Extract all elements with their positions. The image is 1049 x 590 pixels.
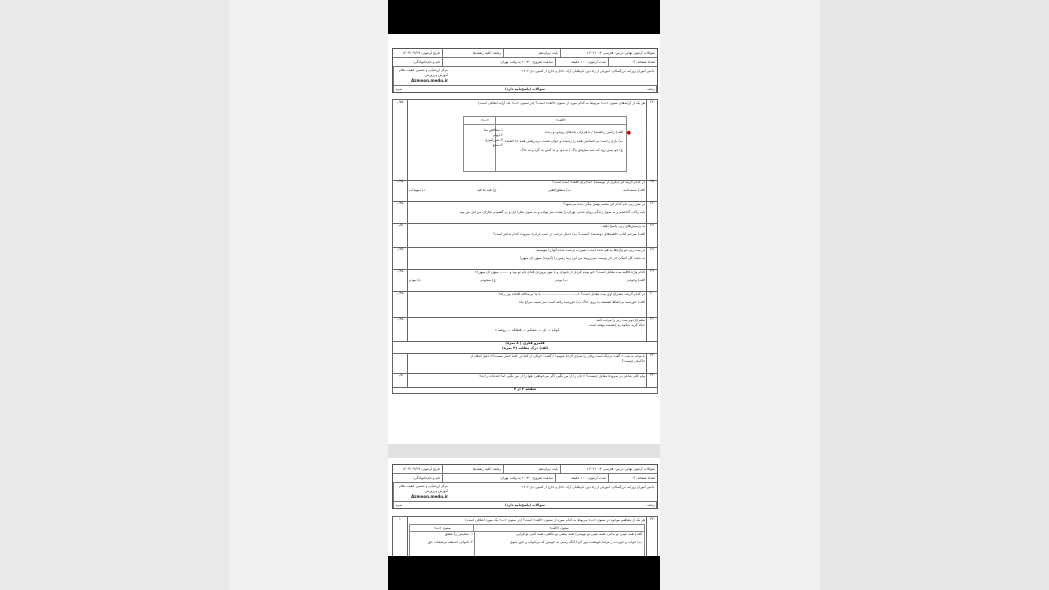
candidates-note: دانش آموزان روزانه، بزرگسالان، آموزش از راه دور، داوطلبان آزاد، داخل و خارج از کشور- دی ۱۴۰۳ [521,69,654,73]
matching-table [409,524,645,558]
option: الف) وجودم [627,278,645,282]
exam-field: رشته: کلیه رشته‌ها [442,465,503,473]
question-score: ۰/۵ [393,373,408,387]
question-text: حاکمان چیست؟ [621,359,645,363]
question-27 [392,223,658,248]
start-time: ساعت شروع: ۱۰:۳۰ به وقت تهران [442,474,555,482]
col-section-header: سوالات (پاسخ‌نامه دارد) [505,503,545,507]
exam-duration: مدت آزمون: ۱۰۰ دقیقه [555,58,608,66]
left-backdrop [0,0,229,590]
question-text: «یک گریه شکوه به چشمت نهفته است [588,323,645,327]
question-text: در بیت زیر، دو واژه‌ها به هم شده است؛ صورت درست شده آنها را بنویسید. [535,248,645,252]
start-time: ساعت شروع: ۱۰:۳۰ به وقت تهران [442,58,555,66]
question-text: با توجه به بیت « گفت نزدیک است والی را سرای آن‌جا شویم» / گفت: «والی از کجا در خانهٔ خمار نیست؟» دلیل انتقاد از [470,354,645,358]
column-a-header: «الف» [495,117,626,125]
exam-title: سوالات آزمون نهایی درس: فارسی ۳-۱۲۰۲۱۰ [560,49,657,57]
question-number: ۳۲ [646,353,657,373]
section-subtitle: الف) درک مطلب (۴ نمره) [502,346,548,350]
question-score: ۰/۲۵ [393,291,408,317]
col-section-header: سوالات (پاسخ‌نامه دارد) [505,87,545,91]
question-text: به پرسش‌های زیر، پاسخ دهید. [601,224,645,228]
question-number: ۳۱ [646,317,657,341]
column-b-header: ستون «ب» [410,525,475,532]
question-text: مصراع دوم بیت زیر را مرتب کنید. [595,318,645,322]
exam-page-3 [388,34,660,444]
question-text: کدام واژه قافیه بیت مقابل است؟ «تو بودم کردی از نابودی و با مهر پروردی فدای نام تو بود و ........ میهن ای میهن!» [474,270,645,274]
option: الف) سمندنامه [623,188,645,192]
column-b-body [464,124,506,171]
image-viewer[interactable] [388,0,660,590]
question-text: در کدام گزینه اثر دیگری از نویسنده «ماجرای قلعه» آمده است؟ [552,180,645,184]
option: ج) فیه ما فیه [477,188,497,192]
question-text: در متن زیر، نام کدام اثر محمد بهمن بیگی دیده می‌شود؟ [563,202,645,206]
column-a-header: ستون «الف» [473,525,644,532]
list-item: ۲- ناتوانی اندیشه بی‌صفات حق [427,540,473,544]
exam-date: تاریخ آزمون: ۱۴۰۳/۰۹/۲۷ [402,51,440,55]
page-count: تعداد صفحه: ۴ [608,474,657,482]
question-26 [392,201,658,224]
option: د) نبودم [409,278,421,282]
section-title: قلمرو فکری ( ۸ نمره) [505,341,545,345]
question-number: ۲۷ [646,223,657,247]
list-item: ۲-ایهام [493,133,503,137]
list-item: ۱-متناقض نما [483,128,503,132]
list-item: ۴-سجع [492,143,503,147]
question-text: الف) خورشید بی‌حفاظ نشسته به روی خاک ب) خورشید رفته است سر شیبه سراغ ماه [519,300,645,304]
column-b-body [410,531,475,557]
list-item: ب) بازی رحمت بی‌حسابش همه را رسیده و خوان نعمت بی‌دریغش همه جا کشیده . [502,139,623,143]
question-text: هر یک از آرایه‌های ستون «ب» مربوط به کدام مورد از ستون «الف» است؟ (در ستون «ب» یک آرایه اضافی است) [478,101,645,105]
question-text: کوتاهِ — ای — مجسّم — قنقلکه — روضهٔ » [494,328,560,332]
page-footer [392,387,658,394]
student-name-field: نام و نام‌خانوادگی: [412,476,440,480]
option: د) تمهیدات [409,188,425,192]
question-number: ۲۶ [646,201,657,223]
col-num-header: ردیف [646,502,657,508]
site-url: Azmoon.medu.ir [411,78,448,83]
question-score: ۱ [393,517,408,557]
exam-duration: مدت آزمون: ۱۰۰ دقیقه [555,474,608,482]
org-name: مرکز ارزشیابی و تضمین کیفیت نظام آموزش و پرورش [399,68,448,77]
col-score-header: نمره [393,86,404,92]
exam-grade: پایه: دوازدهم [503,49,560,57]
question-24 [392,99,658,181]
column-b-header: «ب» [464,117,506,125]
question-number: ۳۴ [646,517,657,557]
exam-header [392,48,658,93]
org-name: مرکز ارزشیابی و تضمین کیفیت نظام آموزش و پرورش [399,484,448,493]
site-url: Azmoon.medu.ir [411,494,448,499]
exam-header [392,464,658,509]
exam-page-4 [388,458,660,558]
question-30 [392,291,658,318]
option: ب) بودم [555,278,568,282]
question-text: به شتت کل کبیکی جز دل پوست نمی‌رویند من این زیبا زمین را (آبم‌ده) میهن ای میهن! [519,256,645,260]
list-item: ب) خواب و خوردت ز مرتبهٔ خویشت دور کرد/ آنگه رسی به خویش که بی‌خواب و خور شوی [509,540,642,544]
list-item: ۱- ستایش ردّ عشق [444,532,473,536]
question-text: هر یک از مفاهیم موجود در ستون «ب» مربوط به کدام مورد از ستون «الف» است؟ (در ستون «ب» یک مورد اضافی است) [465,518,645,522]
question-text: در کدام گزینه، مصراع اول بیت مقابل است؟ «................................ با ما بی‌مذاقه افتاده بین راه» [498,292,645,296]
right-gutter [660,0,820,590]
column-a-body [474,531,644,557]
question-number: ۲۵ [646,179,657,201]
question-text: پایه رکاب گذاشتم و به سوی زندگی روان شدم. تهران را پشت سر نهادم و به سوی بخارا ایل و بر گشودم بخارای من ایل من بود. [458,210,645,214]
page-count: تعداد صفحه: ۴ [608,58,657,66]
exam-title: سوالات آزمون نهایی درس: فارسی ۳-۱۲۰۲۱۰ [560,465,657,473]
page-separator [388,444,660,458]
question-number: ۳۳ [646,373,657,387]
question-score: ۰/۷۵ [393,100,408,180]
matching-table [463,116,627,172]
bottom-letterbox [388,556,660,590]
question-score: ۰/۲۵ [393,201,408,223]
question-31 [392,317,658,342]
question-33 [392,373,658,388]
list-item: الف) رخش رخشنده / با هزاران پانه‌های روشن و زنده [545,130,623,134]
org-block [393,67,450,85]
question-29 [392,269,658,292]
option: ج) سجودم [480,278,496,282]
question-number: ۲۸ [646,247,657,269]
red-marker-icon: ● [626,130,631,136]
top-letterbox [388,0,660,34]
student-name-field: نام و نام‌خانوادگی: [412,60,440,64]
right-backdrop [820,0,1049,590]
list-item: ۳-حس‌آمیزی [484,138,503,142]
question-score: ۰/۲۵ [393,269,408,291]
list-item: الف) همه عیبی تو بدانی، همه عیبی تو بپوشی/ همه بیشی تو بکاهی، همه کمی تو فزایی [516,532,642,536]
exam-date: تاریخ آزمون: ۱۴۰۳/۰۹/۲۷ [402,467,440,471]
question-score: ۰/۲۵ [393,317,408,341]
option: ب) منطق‌الطیر [548,188,571,192]
page-number: صفحه ۳ از ۴ [513,387,537,391]
question-34 [392,516,658,558]
question-score: ۰/۵ [393,223,408,247]
question-text: الف) مترجم کتاب «قصه‌های دوشنبه» کیست؟ ب) «مثل درخت در شب باران» سروده کدام شاعر است؟ [492,232,645,236]
column-a-body [495,124,626,171]
candidates-note: دانش آموزان روزانه، بزرگسالان، آموزش از راه دور، داوطلبان آزاد، داخل و خارج از کشور- دی ۱۴۰۳ [521,485,654,489]
question-25 [392,179,658,202]
question-score: ۰/۲۵ [393,247,408,269]
left-gutter [229,0,388,590]
list-item: ج) چو بیش رود اند شه سیاوش پاک / نه دود و نه آتش نه گرد و نه خاک [520,148,623,152]
question-number: ۲۴ [646,100,657,180]
question-text: پیام کلی شاعر در سرودهٔ مقابل چیست؟ « نان را از من بگیر، اگر می‌خواهی؛ هوا را از من بگیر، اما خنده‌ات را نه» [479,374,645,378]
question-score [393,353,408,373]
question-28 [392,247,658,270]
col-num-header: ردیف [646,86,657,92]
org-block [393,483,450,501]
question-number: ۳۰ [646,291,657,317]
exam-grade: پایه: دوازدهم [503,465,560,473]
question-number: ۲۹ [646,269,657,291]
question-score: ۰/۲۵ [393,179,408,201]
question-32 [392,353,658,374]
exam-field: رشته: کلیه رشته‌ها [442,49,503,57]
col-score-header: نمره [393,502,404,508]
